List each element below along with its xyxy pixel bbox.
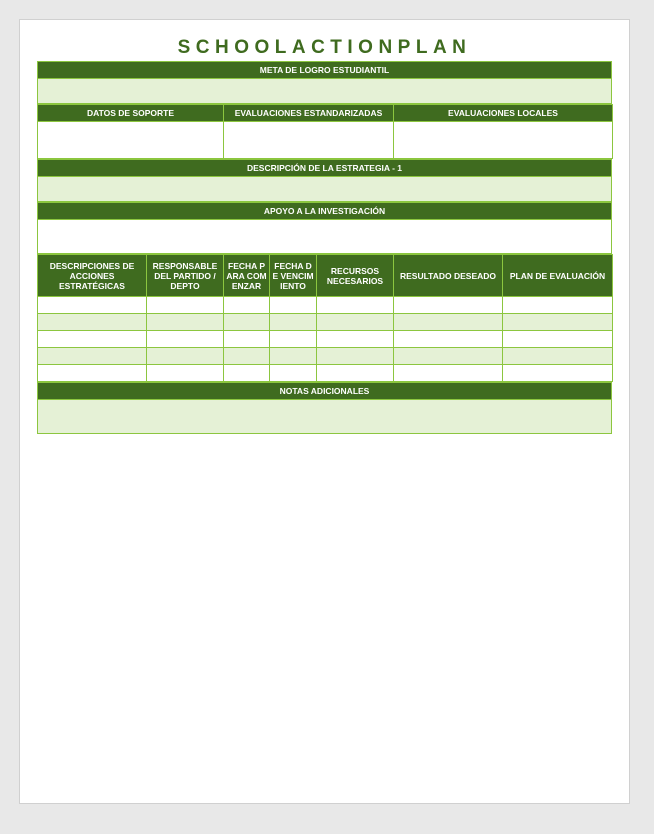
supporting-data-header: DATOS DE SOPORTE (38, 105, 224, 122)
table-cell[interactable] (394, 365, 503, 382)
table-cell[interactable] (394, 314, 503, 331)
table-cell[interactable] (147, 297, 224, 314)
table-cell[interactable] (224, 365, 270, 382)
table-cell[interactable] (317, 297, 394, 314)
document-page (19, 19, 630, 804)
table-cell[interactable] (38, 314, 147, 331)
goal-table (37, 61, 612, 104)
supporting-data-cell[interactable] (38, 122, 224, 159)
table-cell[interactable] (147, 365, 224, 382)
goal-input-cell[interactable] (38, 79, 612, 104)
research-input-cell[interactable] (38, 220, 612, 254)
table-row (38, 297, 613, 314)
col-header-due-date: FECHA DE VENCIMIENTO (270, 255, 317, 297)
notes-table (37, 382, 612, 434)
table-cell[interactable] (394, 331, 503, 348)
table-cell[interactable] (224, 331, 270, 348)
strategy-input-cell[interactable] (38, 177, 612, 202)
local-assessments-header: EVALUACIONES LOCALES (394, 105, 613, 122)
table-cell[interactable] (317, 348, 394, 365)
table-cell[interactable] (224, 314, 270, 331)
col-header-desired-result: RESULTADO DESEADO (394, 255, 503, 297)
table-cell[interactable] (270, 314, 317, 331)
col-header-resources: RECURSOS NECESARIOS (317, 255, 394, 297)
table-cell[interactable] (224, 297, 270, 314)
col-header-evaluation-plan: PLAN DE EVALUACIÓN (503, 255, 613, 297)
standardized-assessments-header: EVALUACIONES ESTANDARIZADAS (224, 105, 394, 122)
support-table (37, 104, 613, 159)
page-title: SCHOOLACTIONPLAN (177, 37, 472, 58)
table-cell[interactable] (38, 365, 147, 382)
table-cell[interactable] (394, 348, 503, 365)
goal-header: META DE LOGRO ESTUDIANTIL (38, 62, 612, 79)
table-cell[interactable] (38, 348, 147, 365)
table-cell[interactable] (270, 331, 317, 348)
table-cell[interactable] (270, 365, 317, 382)
table-cell[interactable] (317, 365, 394, 382)
table-cell[interactable] (224, 348, 270, 365)
table-cell[interactable] (147, 314, 224, 331)
table-cell[interactable] (270, 348, 317, 365)
table-cell[interactable] (317, 314, 394, 331)
table-row (38, 314, 613, 331)
strategy-table (37, 159, 612, 202)
standardized-assessments-cell[interactable] (224, 122, 394, 159)
action-plan-sheet (37, 61, 612, 434)
col-header-descriptions: DESCRIPCIONES DE ACCIONES ESTRATÉGICAS (38, 255, 147, 297)
table-cell[interactable] (503, 331, 613, 348)
action-steps-table (37, 254, 613, 382)
table-cell[interactable] (147, 348, 224, 365)
research-header: APOYO A LA INVESTIGACIÓN (38, 203, 612, 220)
table-cell[interactable] (270, 297, 317, 314)
table-cell[interactable] (503, 314, 613, 331)
table-cell[interactable] (317, 331, 394, 348)
local-assessments-cell[interactable] (394, 122, 613, 159)
research-table (37, 202, 612, 254)
table-cell[interactable] (38, 297, 147, 314)
table-cell[interactable] (147, 331, 224, 348)
notes-input-cell[interactable] (38, 400, 612, 434)
table-cell[interactable] (503, 365, 613, 382)
table-cell[interactable] (38, 331, 147, 348)
strategy-header: DESCRIPCIÓN DE LA ESTRATEGIA - 1 (38, 160, 612, 177)
table-row (38, 348, 613, 365)
col-header-start-date: FECHA PARA COMENZAR (224, 255, 270, 297)
table-cell[interactable] (394, 297, 503, 314)
table-row (38, 331, 613, 348)
table-cell[interactable] (503, 297, 613, 314)
col-header-responsible: RESPONSABLE DEL PARTIDO / DEPTO (147, 255, 224, 297)
table-cell[interactable] (503, 348, 613, 365)
table-row (38, 365, 613, 382)
notes-header: NOTAS ADICIONALES (38, 383, 612, 400)
